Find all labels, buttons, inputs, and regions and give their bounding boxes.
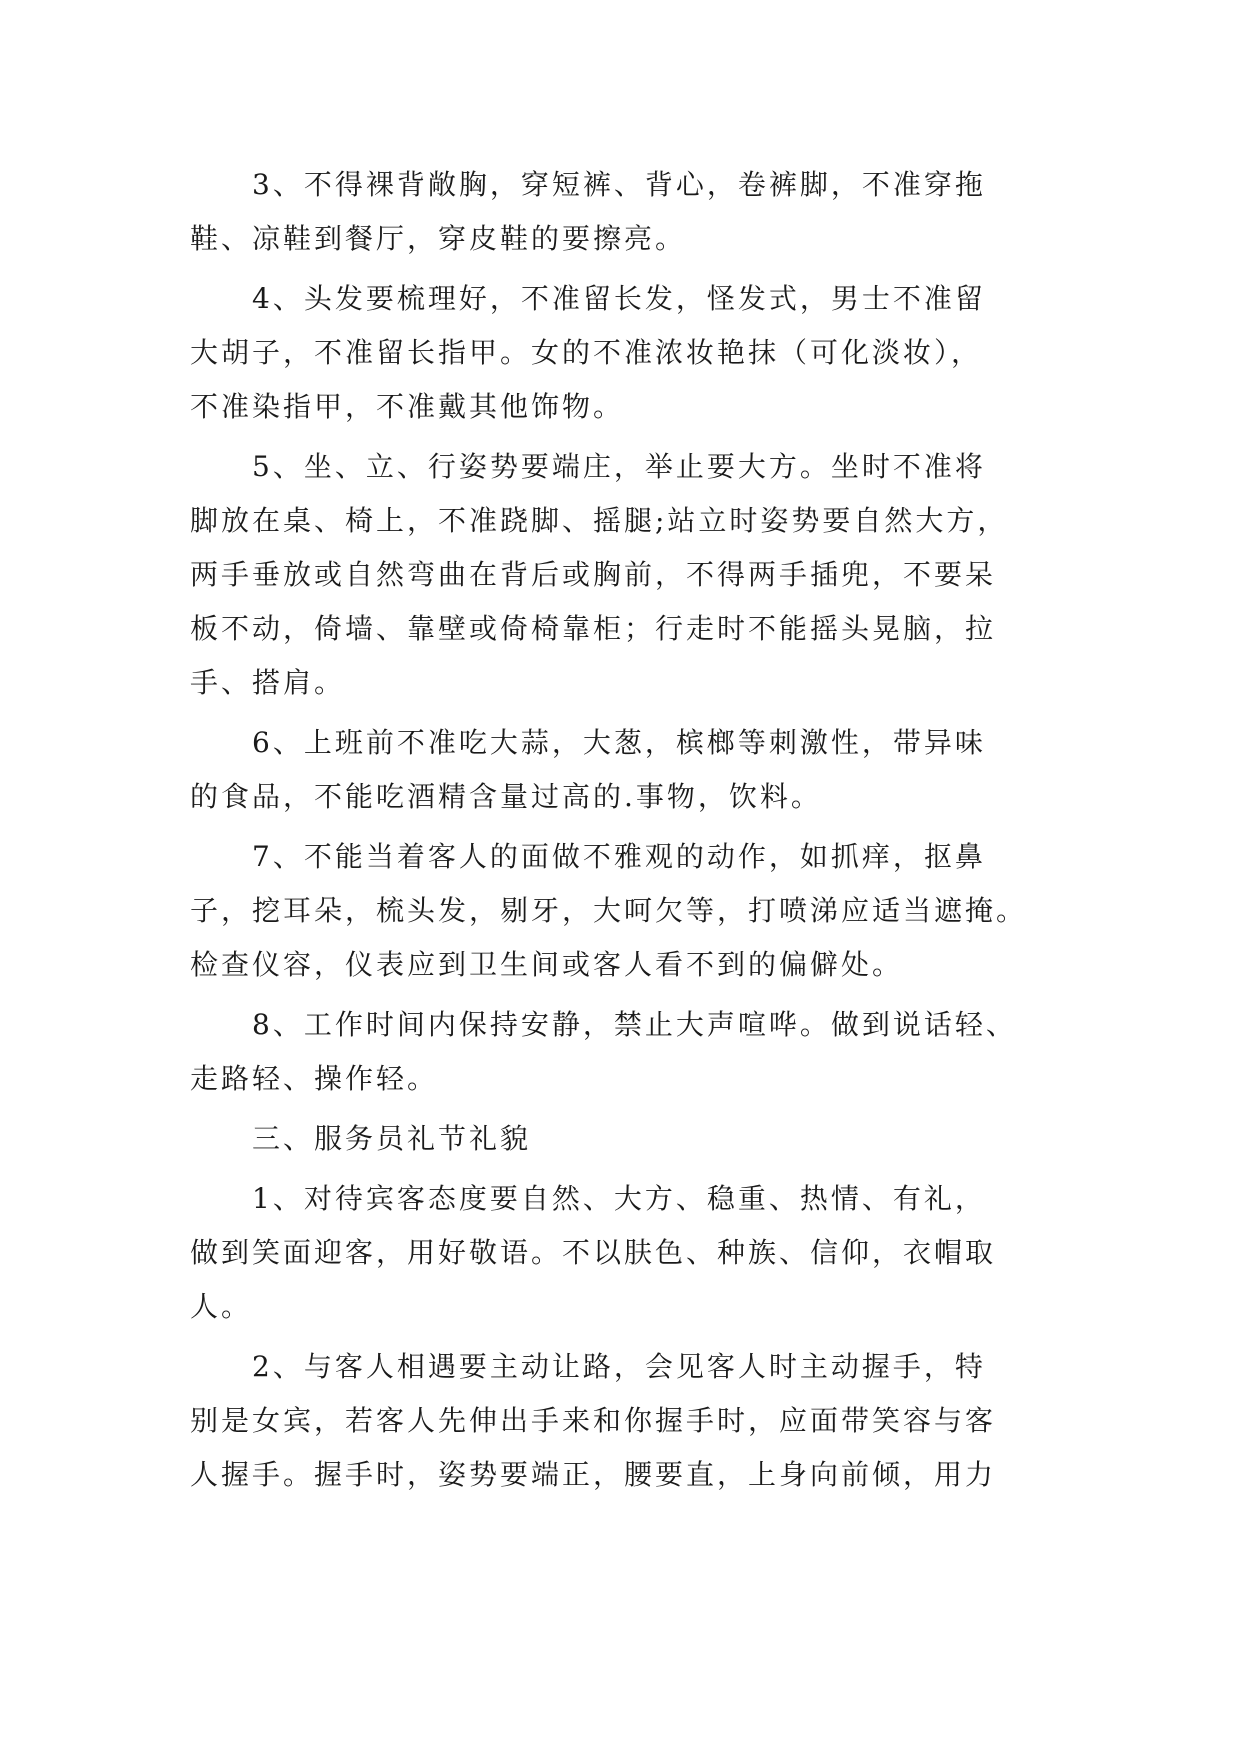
text-line: 6、上班前不准吃大蒜，大葱，槟榔等刺激性，带异味 — [252, 726, 986, 759]
paragraph-5 — [190, 440, 1052, 710]
text-line: 1、对待宾客态度要自然、大方、稳重、热情、有礼， — [252, 1182, 986, 1215]
text-line: 做到笑面迎客，用好敬语。不以肤色、种族、信仰，衣帽取 — [190, 1236, 997, 1269]
text-line: 脚放在桌、椅上，不准跷脚、摇腿;站立时姿势要自然大方， — [190, 504, 1009, 537]
text-line: 子，挖耳朵，梳头发，剔牙，大呵欠等，打喷涕应适当遮掩。 — [190, 894, 1028, 927]
paragraph-7 — [190, 830, 1052, 992]
text-line: 不准染指甲，不准戴其他饰物。 — [190, 390, 625, 423]
text-line: 两手垂放或自然弯曲在背后或胸前，不得两手插兜，不要呆 — [190, 558, 997, 591]
text-line: 5、坐、立、行姿势要端庄，举止要大方。坐时不准将 — [252, 450, 986, 483]
paragraph-8 — [190, 998, 1052, 1106]
paragraph-3 — [190, 158, 1052, 266]
paragraph-1 — [190, 1172, 1052, 1334]
paragraph-2 — [190, 1340, 1052, 1502]
text-line: 3、不得裸背敞胸，穿短裤、背心，卷裤脚，不准穿拖 — [252, 168, 986, 201]
paragraph-6 — [190, 716, 1052, 824]
text-line: 8、工作时间内保持安静，禁止大声喧哗。做到说话轻、 — [252, 1008, 1017, 1041]
text-line: 4、头发要梳理好，不准留长发，怪发式，男士不准留 — [252, 282, 986, 315]
document-body — [190, 158, 1052, 1502]
section-heading — [190, 1112, 1052, 1166]
text-line: 走路轻、操作轻。 — [190, 1062, 439, 1095]
text-line: 别是女宾，若客人先伸出手来和你握手时，应面带笑容与客 — [190, 1404, 997, 1437]
text-line: 手、搭肩。 — [190, 666, 346, 699]
text-line: 板不动，倚墙、靠壁或倚椅靠柜；行走时不能摇头晃脑，拉 — [190, 612, 997, 645]
text-line: 7、不能当着客人的面做不雅观的动作，如抓痒，抠鼻 — [252, 840, 986, 873]
text-line: 大胡子，不准留长指甲。女的不准浓妆艳抹（可化淡妆）， — [190, 336, 983, 369]
paragraph-4 — [190, 272, 1052, 434]
text-line: 人握手。握手时，姿势要端正，腰要直，上身向前倾，用力 — [190, 1458, 997, 1491]
text-line: 检查仪容，仪表应到卫生间或客人看不到的偏僻处。 — [190, 948, 904, 981]
text-line: 2、与客人相遇要主动让路，会见客人时主动握手，特 — [252, 1350, 986, 1383]
text-line: 人。 — [190, 1290, 253, 1323]
text-line: 的食品，不能吃酒精含量过高的.事物，饮料。 — [190, 780, 822, 813]
text-line: 鞋、凉鞋到餐厅，穿皮鞋的要擦亮。 — [190, 222, 687, 255]
section-title: 三、服务员礼节礼貌 — [252, 1122, 532, 1155]
